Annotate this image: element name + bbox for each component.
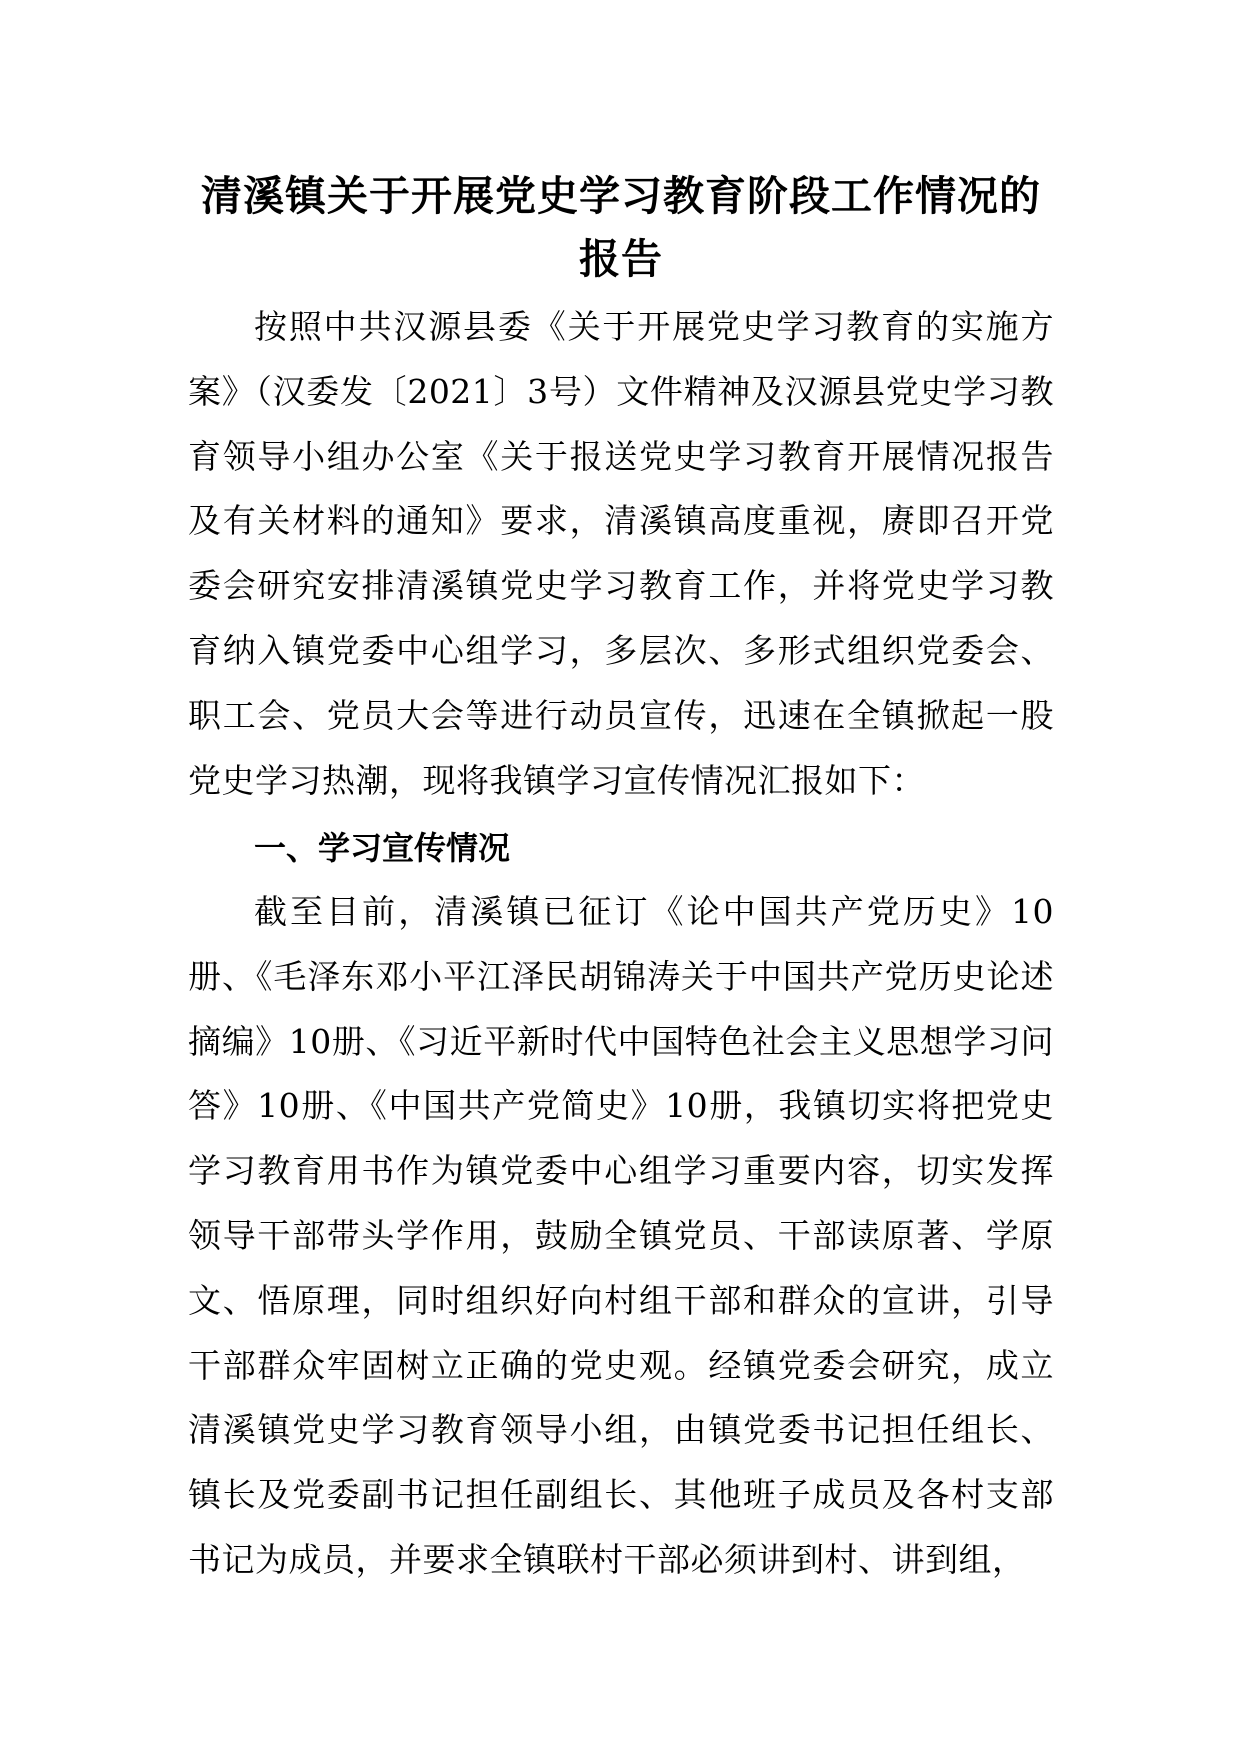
intro-paragraph: 按照中共汉源县委《关于开展党史学习教育的实施方案》（汉委发〔2021〕3号）文件精神及汉源县党史学习教育领导小组办公室《关于报送党史学习教育开展情况报告及有关材料的通知》要求，清溪镇高度重视，赓即召开党委会研究安排清溪镇党史学习教育工作，并将党史学习教育纳入镇党委中心组学习，多层次、多形式组织党委会、职工会、党员大会等进行动员宣传，迅速在全镇掀起一股党史学习热潮，现将我镇学习宣传情况汇报如下： xyxy=(188,307,1054,800)
document-page xyxy=(188,0,1054,1754)
section-1-paragraph: 截至目前，清溪镇已征订《论中国共产党历史》10册、《毛泽东邓小平江泽民胡锦涛关于中国共产党历史论述摘编》10册、《习近平新时代中国特色社会主义思想学习问答》10册、《中国共产党简史》10册，我镇切实将把党史学习教育用书作为镇党委中心组学习重要内容，切实发挥领导干部带头学作用，鼓励全镇党员、干部读原著、学原文、悟原理，同时组织好向村组干部和群众的宣讲，引导干部群众牢固树立正确的党史观。经镇党委会研究，成立清溪镇党史学习教育领导小组，由镇党委书记担任组长、镇长及党委副书记担任副组长、其他班子成员及各村支部书记为成员，并要求全镇联村干部必须讲到村、讲到组， xyxy=(188,892,1054,1579)
section-heading-1: 一、学习宣传情况 xyxy=(254,829,511,867)
document-title: 清溪镇关于开展党史学习教育阶段工作情况的报告 xyxy=(201,172,1041,283)
